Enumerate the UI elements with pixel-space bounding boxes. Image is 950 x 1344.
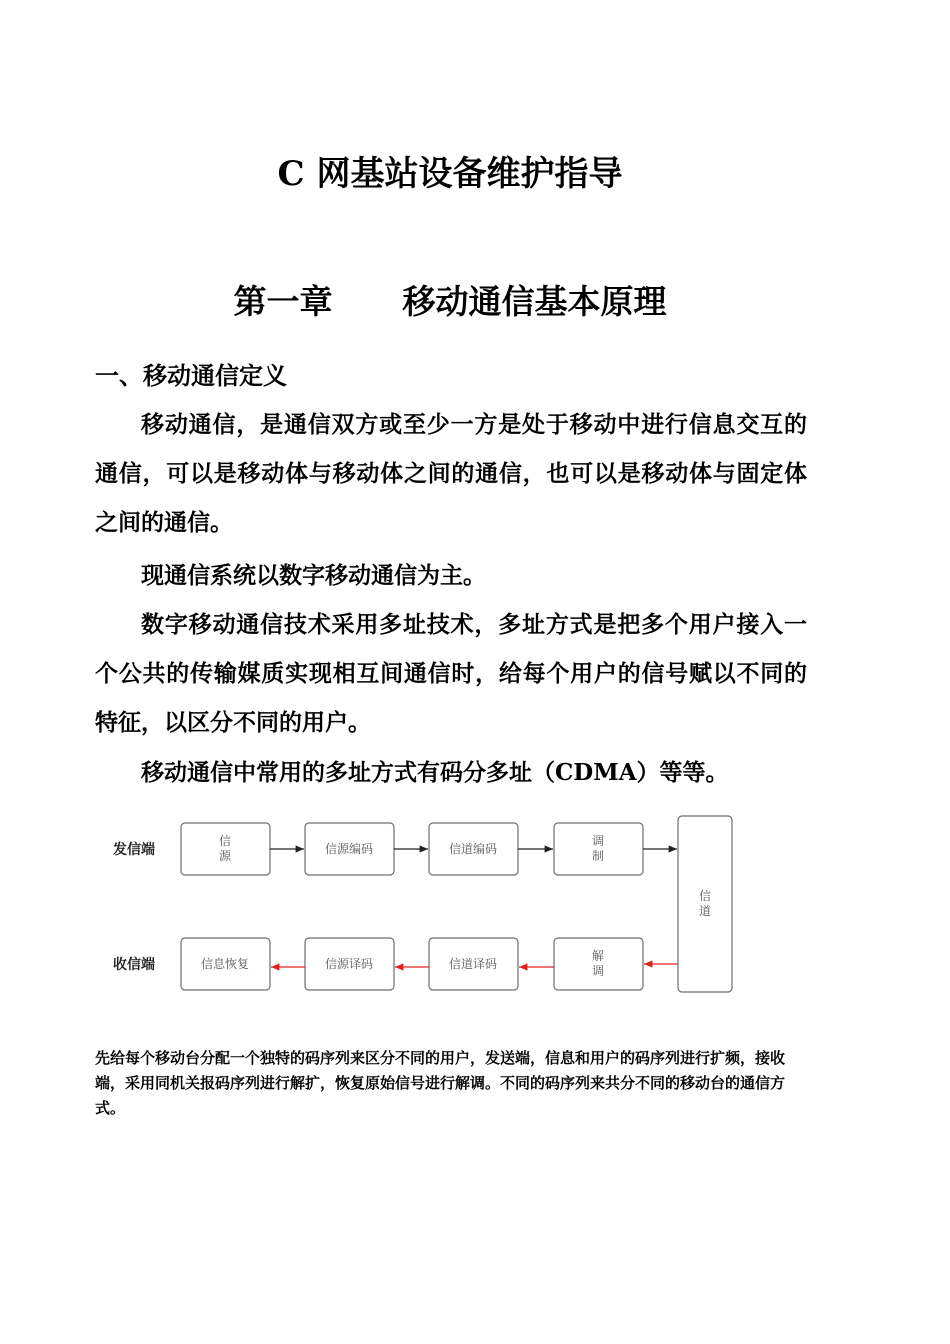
cdma-block-diagram [95, 810, 755, 1005]
block-channel-encoding [429, 823, 518, 875]
block-channel-encoding-label: 信道编码 [448, 842, 498, 856]
block-channel [678, 816, 732, 992]
chapter-number: 第一章 [233, 282, 333, 321]
block-source-decoding-label: 信源译码 [324, 957, 374, 971]
block-modulation [554, 823, 643, 875]
block-source-label-1: 信 [218, 834, 232, 848]
block-source-decoding [305, 938, 394, 990]
block-info-recovery-label: 信息恢复 [200, 957, 250, 971]
document-title: C 网基站设备维护指导 [277, 154, 623, 194]
chapter-heading [0, 278, 900, 326]
section-heading: 一、移动通信定义 [95, 361, 287, 390]
block-info-recovery [181, 938, 270, 990]
block-channel-decoding-label: 信道译码 [448, 957, 498, 971]
block-source-label-2: 源 [218, 849, 232, 863]
block-source-encoding [305, 823, 394, 875]
receiver-label: 收信端 [113, 957, 155, 973]
block-channel-decoding [429, 938, 518, 990]
diagram-caption: 先给每个移动台分配一个独特的码序列来区分不同的用户，发送端，信息和用户的码序列进行扩频，接收端，采用同机关报码序列进行解扩，恢复原始信号进行解调。不同的码序列来共分不同的移动台的通信方式。 [95, 1049, 786, 1117]
paragraph-multiple-access: 数字移动通信技术采用多址技术，多址方式是把多个用户接入一个公共的传输媒质实现相互间通信时，给每个用户的信号赋以不同的特征，以区分不同的用户。 [95, 611, 807, 736]
paragraph-cdma: 移动通信中常用的多址方式有码分多址（CDMA）等等。 [141, 759, 729, 786]
block-demodulation [554, 938, 643, 990]
block-source-encoding-label: 信源编码 [324, 842, 374, 856]
sender-label: 发信端 [113, 842, 155, 858]
block-channel-label-2: 道 [698, 904, 712, 918]
block-source [181, 823, 270, 875]
paragraph-digital: 现通信系统以数字移动通信为主。 [141, 562, 486, 589]
block-demodulation-label-2: 调 [591, 964, 605, 978]
block-modulation-label-2: 制 [591, 849, 605, 863]
paragraph-definition: 移动通信，是通信双方或至少一方是处于移动中进行信息交互的通信，可以是移动体与移动体之间的通信，也可以是移动体与固定体之间的通信。 [95, 411, 807, 536]
block-modulation-label-1: 调 [591, 834, 605, 848]
chapter-title: 移动通信基本原理 [402, 282, 667, 321]
block-channel-label-1: 信 [698, 889, 712, 903]
block-demodulation-label-1: 解 [591, 949, 605, 963]
